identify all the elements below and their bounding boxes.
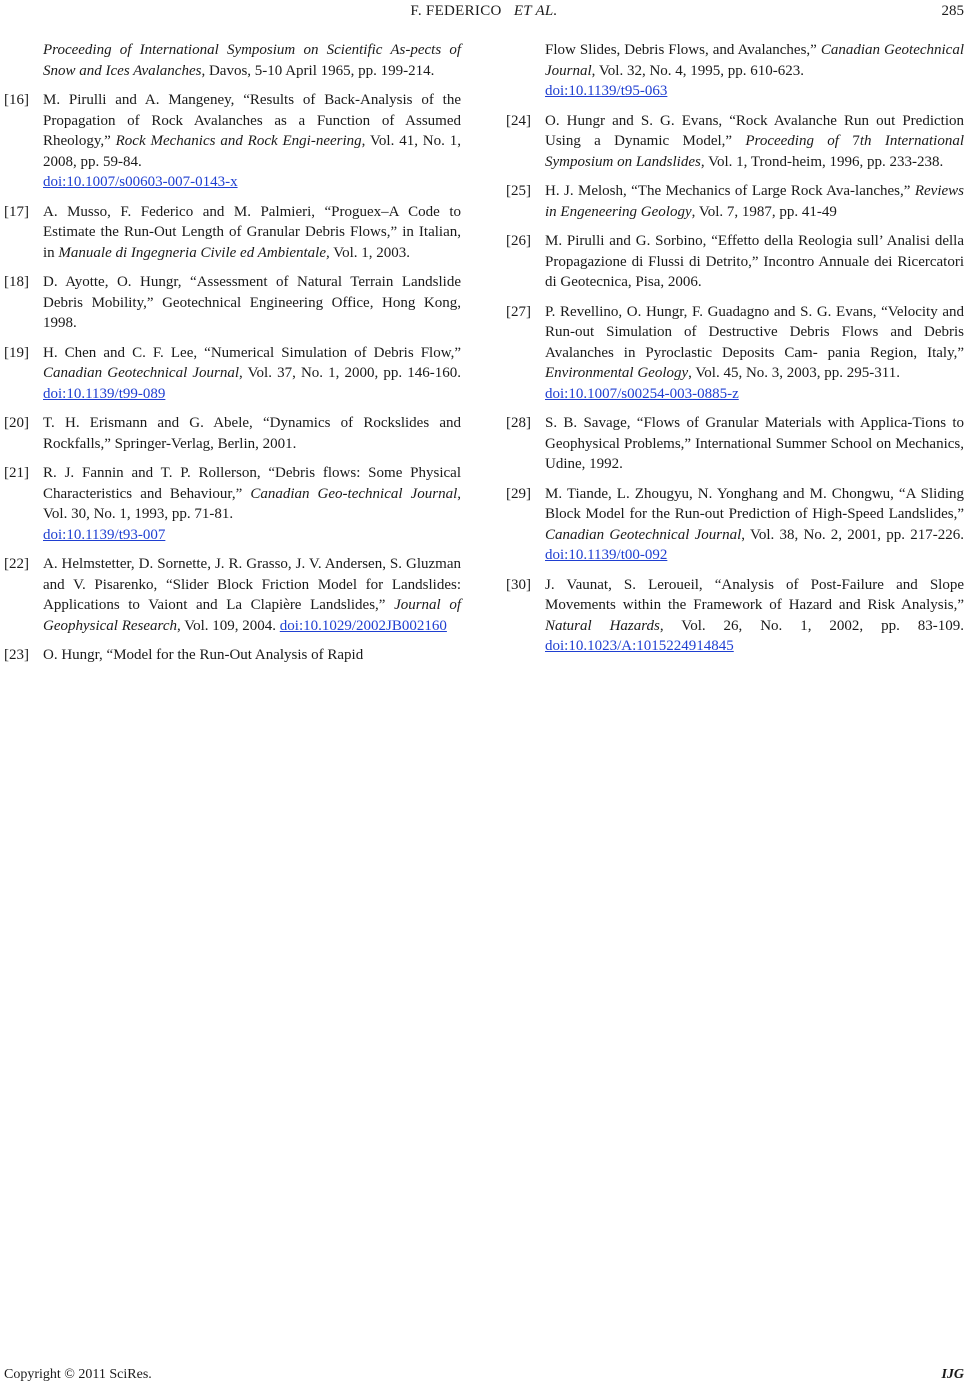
reference-number: [26] — [506, 233, 531, 249]
reference-item — [4, 202, 461, 264]
reference-item — [4, 413, 461, 454]
reference-number: [23] — [4, 647, 29, 663]
reference-item — [506, 413, 964, 475]
copyright-notice: Copyright © 2011 SciRes. — [4, 1367, 152, 1382]
doi-link[interactable]: doi:10.1139/t95-063 — [545, 83, 668, 99]
reference-text: R. J. Fannin and T. P. Rollerson, “Debris flows: Some Physical Characteristics and Behaviour,” Canadian Geo-technical Journal, Vol. 30, No. 1, 1993, pp. 71-81. doi:10.1139/t93-007 — [43, 465, 462, 543]
reference-number: [25] — [506, 183, 531, 199]
reference-text: S. B. Savage, “Flows of Granular Materials with Applica-Tions to Geophysical Problems,” International Summer School on Mechanics, Udine, 1992. — [545, 415, 964, 472]
reference-text: Flow Slides, Debris Flows, and Avalanches,” Canadian Geotechnical Journal, Vol. 32, No. 4, 1995, pp. 610-623. — [545, 42, 965, 79]
doi-link[interactable]: doi:10.1007/s00603-007-0143-x — [43, 174, 238, 190]
reference-number: [28] — [506, 415, 531, 431]
doi-link[interactable]: doi:10.1007/s00254-003-0885-z — [545, 385, 739, 402]
reference-number: [21] — [4, 465, 29, 481]
reference-number: [27] — [506, 303, 531, 320]
reference-text: O. Hungr, “Model for the Run-Out Analysis of Rapid — [43, 647, 364, 663]
reference-number: [30] — [506, 576, 531, 593]
reference-item — [506, 111, 964, 173]
reference-text: O. Hungr and S. G. Evans, “Rock Avalanche Run out Prediction Using a Dynamic Model,” Proceeding of 7th International Symposium on Landslides, Vol. 1, Trond-heim, 1996, pp. 233-238. — [545, 112, 964, 170]
doi-link[interactable]: doi:10.1029/2002JB002160 — [279, 617, 447, 634]
reference-text: M. Pirulli and A. Mangeney, “Results of Back-Analysis of the Propagation of Rock Avalanches as a Function of Assumed Rheology,” Rock Mechanics and Rock Engi-neering, Vol. 41, No. 1, 2008, pp. 59-84. doi:10.1007/s00603-007-0143-x — [43, 92, 462, 190]
reference-item — [4, 272, 461, 334]
running-head — [0, 3, 968, 20]
running-head-et-al: ET AL. — [513, 3, 558, 19]
left-column — [4, 40, 461, 675]
reference-text: P. Revellino, O. Hungr, F. Guadagno and S. G. Evans, “Velocity and Run-out Simulation of Destructive Debris Flows and Debris Avalanches in Pyroclastic Deposits Cam- pania Region, Italy,” Environmental Geology, Vol. 45, No. 3, 2003, pp. 295-311. doi:10.1007/s00254-003-0885-z — [545, 303, 964, 402]
reference-text: H. J. Melosh, “The Mechanics of Large Rock Ava-lanches,” Reviews in Engeneering Geology, Vol. 7, 1987, pp. 41-49 — [545, 183, 964, 220]
journal-abbreviation: IJG — [941, 1367, 964, 1382]
reference-number: [16] — [4, 92, 29, 108]
doi-link[interactable]: doi:10.1139/t00-092 — [545, 547, 668, 563]
doi-link[interactable]: doi:10.1139/t99-089 — [43, 385, 166, 402]
reference-text: A. Helmstetter, D. Sornette, J. R. Grasso, J. V. Andersen, S. Gluzman and V. Pisarenko, “Slider Block Friction Model for Landslides: Applications to Vaiont and La Clapière Landslides,” Journal of Geophysical Research, Vol. 109, 2004. doi:10.1029/2002JB002160 — [43, 556, 461, 634]
reference-text: T. H. Erismann and G. Abele, “Dynamics of Rockslides and Rockfalls,” Springer-Verlag, Berlin, 2001. — [43, 415, 461, 452]
reference-item — [506, 231, 964, 293]
reference-number: [24] — [506, 112, 531, 129]
reference-item — [506, 484, 964, 566]
page-header — [0, 0, 968, 22]
reference-continuation — [4, 40, 461, 81]
reference-item — [4, 463, 461, 545]
page-number: 285 — [941, 3, 964, 19]
reference-text: A. Musso, F. Federico and M. Palmieri, “Proguex–A Code to Estimate the Run-Out Length of Granular Debris Flows,” in Italian, in Manuale di Ingegneria Civile ed Ambientale, Vol. 1, 2003. — [43, 203, 461, 261]
reference-item — [506, 575, 964, 657]
reference-item — [4, 343, 461, 405]
reference-text: D. Ayotte, O. Hungr, “Assessment of Natural Terrain Landslide Debris Mobility,” Geotechnical Engineering Office, Hong Kong, 1998. — [43, 274, 461, 331]
reference-text: J. Vaunat, S. Leroueil, “Analysis of Post-Failure and Slope Movements within the Framework of Hazard and Risk Analysis,” Natural Hazards, Vol. 26, No. 1, 2002, pp. 83-109. doi:10.1023/A:1015224914845 — [545, 576, 965, 654]
reference-text: Proceeding of International Symposium on Scientific As-pects of Snow and Ices Avalanches, Davos, 5-10 April 1965, pp. 199-214. — [43, 42, 461, 79]
reference-number: [20] — [4, 415, 29, 431]
reference-number: [18] — [4, 274, 29, 290]
reference-item — [4, 645, 461, 666]
reference-item — [506, 302, 964, 405]
reference-list-right — [506, 111, 964, 657]
reference-item — [506, 181, 964, 222]
right-column — [506, 40, 964, 666]
doi-link[interactable]: doi:10.1139/t93-007 — [43, 526, 166, 543]
reference-item — [4, 554, 461, 636]
reference-text: M. Tiande, L. Zhougyu, N. Yonghang and M. Chongwu, “A Sliding Block Model for the Run-out Prediction of High-Speed Landslides,” Canadian Geotechnical Journal, Vol. 38, No. 2, 2001, pp. 217-226. doi:10.1139/t00-092 — [545, 485, 964, 563]
doi-link[interactable]: doi:10.1023/A:1015224914845 — [545, 638, 734, 654]
reference-number: [22] — [4, 556, 29, 572]
reference-number: [19] — [4, 344, 29, 361]
reference-item — [4, 90, 461, 193]
reference-text: H. Chen and C. F. Lee, “Numerical Simulation of Debris Flow,” Canadian Geotechnical Journal, Vol. 37, No. 1, 2000, pp. 146-160. doi:10.1139/t99-089 — [43, 344, 461, 402]
reference-number: [29] — [506, 485, 531, 502]
running-head-authors: F. FEDERICO — [410, 3, 502, 19]
reference-text: M. Pirulli and G. Sorbino, “Effetto della Reologia sull’ Analisi della Propagazione di Flussi di Detrito,” Incontro Annuale dei Ricercatori di Geotecnica, Pisa, 2006. — [545, 233, 964, 290]
reference-continuation — [506, 40, 964, 102]
reference-number: [17] — [4, 203, 29, 220]
reference-list-left — [4, 90, 461, 666]
